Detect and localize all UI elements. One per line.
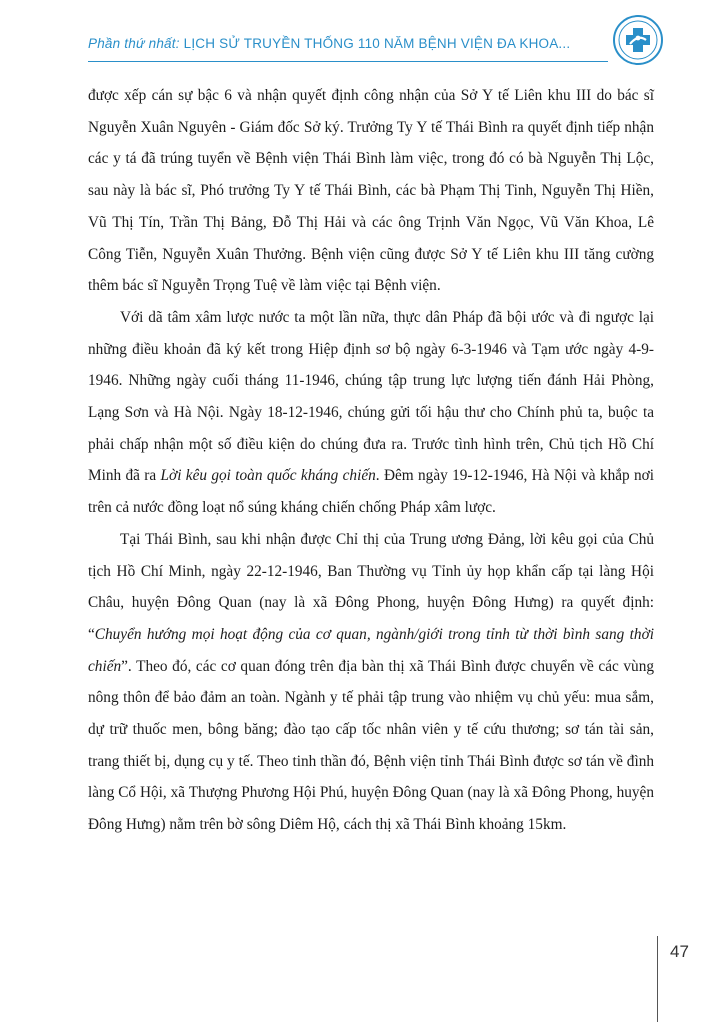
header-prefix: Phần thứ nhất: [88, 36, 180, 51]
body-paragraph [88, 80, 654, 302]
hospital-logo-icon [612, 14, 664, 66]
page-header [0, 0, 724, 80]
header-rule [88, 61, 608, 62]
paragraph-text: ”. Theo đó, các cơ quan đóng trên địa bàn thị xã Thái Bình được chuyển về các vùng nông thôn để bảo đảm an toàn. Ngành y tế phải tập trung vào nhiệm vụ chủ yếu: mua sắm, dự trữ thuốc men, bông băng; đào tạo cấp tốc nhân viên y tế cứu thương; sơ tán tài sản, trang thiết bị, dụng cụ y tế. Theo tinh thần đó, Bệnh viện tỉnh Thái Bình được sơ tán về đình làng Cổ Hội, xã Thượng Phương Hội Phú, huyện Đông Quan (nay là xã Đông Phong, huyện Đông Hưng) nằm trên bờ sông Diêm Hộ, cách thị xã Thái Bình khoảng 15km. [88, 657, 654, 834]
header-title-text: LỊCH SỬ TRUYỀN THỐNG 110 NĂM BỆNH VIỆN ĐA KHOA... [179, 36, 571, 51]
paragraph-text: . Đêm ngày 19-12-1946, Hà Nội và khắp nơi trên cả nước đồng loạt nổ súng kháng chiến chống Pháp xâm lược. [88, 467, 654, 517]
body-paragraph [88, 524, 654, 841]
page-number-rule [657, 936, 658, 1022]
running-header [88, 36, 570, 51]
body-paragraph [88, 302, 654, 524]
paragraph-text: Tại Thái Bình, sau khi nhận được Chỉ thị của Trung ương Đảng, lời kêu gọi của Chủ tịch Hồ Chí Minh, ngày 22-12-1946, Ban Thường vụ Tỉnh ủy họp khẩn cấp tại làng Hội Châu, huyện Đông Quan (nay là xã Đông Phong, huyện Đông Hưng) ra quyết định: “ [88, 530, 654, 643]
italic-text: Chuyển hướng mọi hoạt động của cơ quan, ngành/giới trong tỉnh từ thời bình sang thời chiến [88, 625, 654, 675]
paragraph-text: được xếp cán sự bậc 6 và nhận quyết định công nhận của Sở Y tế Liên khu III do bác sĩ Nguyễn Xuân Nguyên - Giám đốc Sở ký. Trưởng Ty Y tế Thái Bình ra quyết định tiếp nhận các y tá đã trúng tuyển về Bệnh viện Thái Bình làm việc, trong đó có bà Nguyễn Thị Lộc, sau này là bác sĩ, Phó trưởng Ty Y tế Thái Bình, các bà Phạm Thị Tinh, Nguyễn Thị Hiền, Vũ Thị Tín, Trần Thị Bảng, Đỗ Thị Hải và các ông Trịnh Văn Ngọc, Vũ Văn Khoa, Lê Công Tiễn, Nguyễn Xuân Thưởng. Bệnh viện cũng được Sở Y tế Liên khu III tăng cường thêm bác sĩ Nguyễn Trọng Tuệ về làm việc tại Bệnh viện. [88, 87, 654, 295]
italic-text: Lời kêu gọi toàn quốc kháng chiến [160, 467, 376, 485]
body-text [88, 80, 654, 841]
page-number: 47 [670, 942, 689, 961]
paragraph-text: Với dã tâm xâm lược nước ta một lần nữa, thực dân Pháp đã bội ước và đi ngược lại những điều khoản đã ký kết trong Hiệp định sơ bộ ngày 6-3-1946 và Tạm ước ngày 4-9-1946. Những ngày cuối tháng 11-1946, chúng tập trung lực lượng tiến đánh Hải Phòng, Lạng Sơn và Hà Nội. Ngày 18-12-1946, chúng gửi tối hậu thư cho Chính phủ ta, buộc ta phải chấp nhận một số điều kiện do chúng đưa ra. Trước tình hình trên, Chủ tịch Hồ Chí Minh đã ra [88, 308, 654, 485]
